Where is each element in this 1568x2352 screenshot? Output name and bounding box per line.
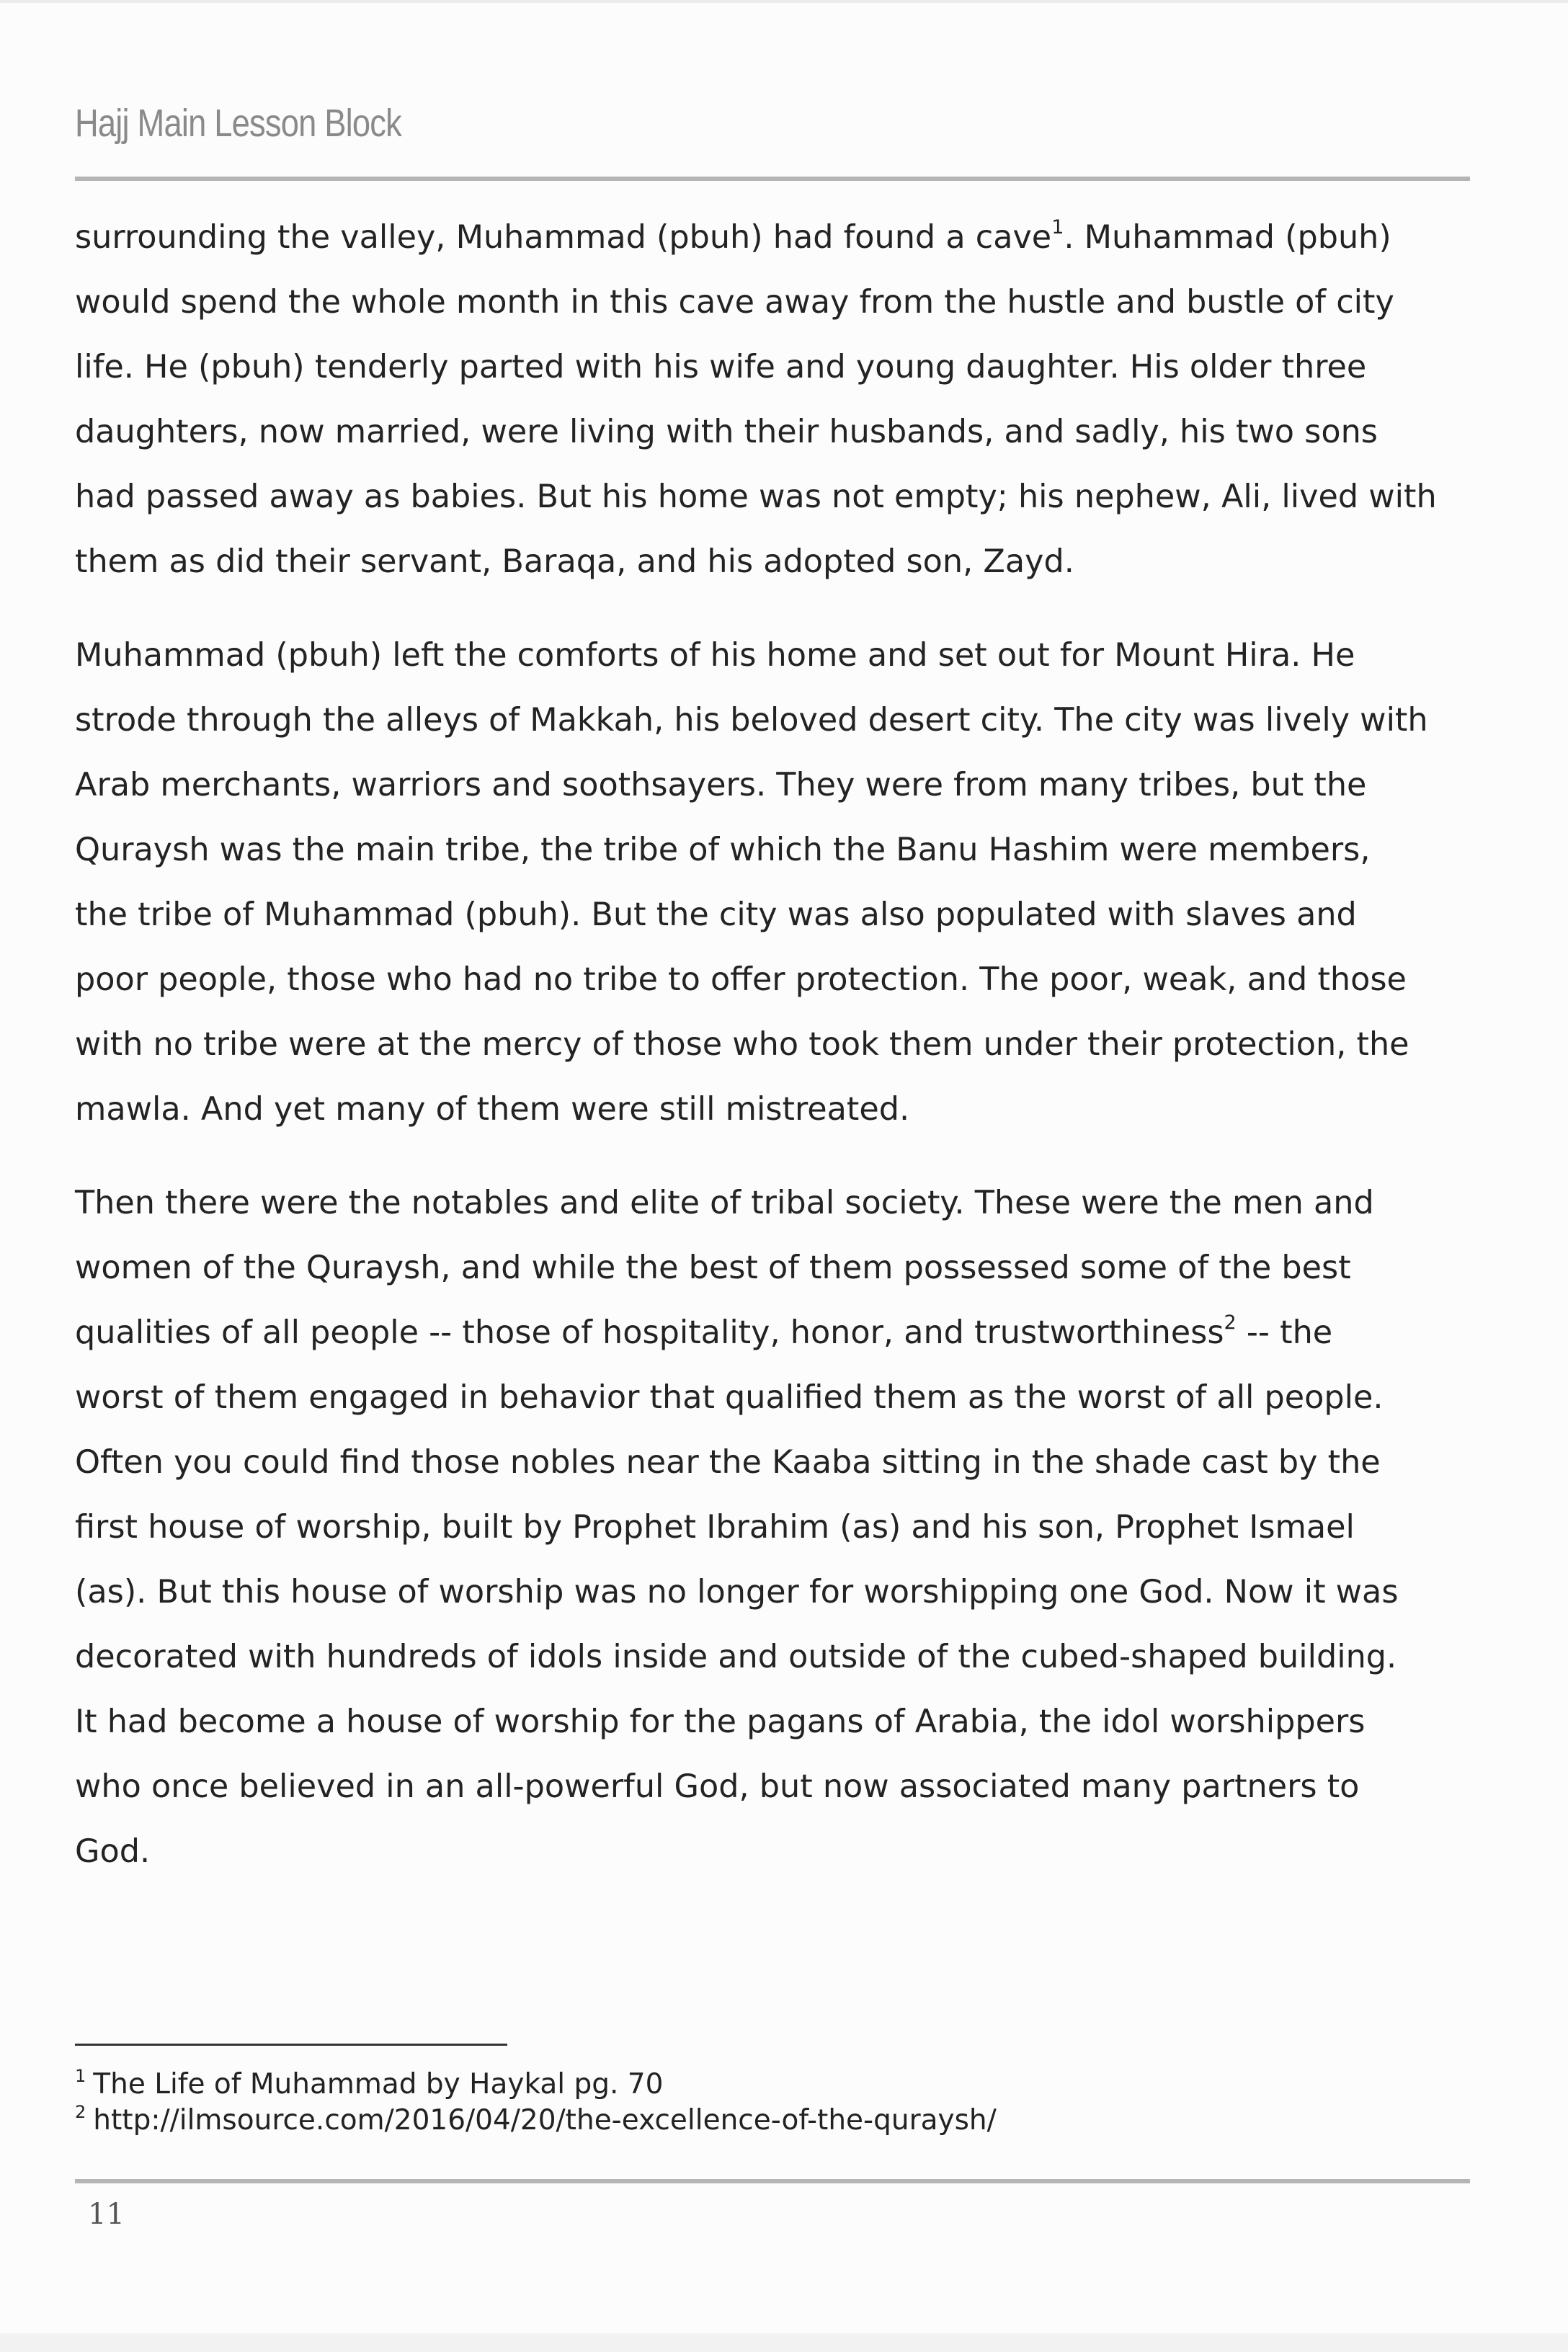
text-line: worst of them engaged in behavior that qualified them as the worst of all people.	[75, 1379, 1384, 1416]
text-run: -- the	[1236, 1314, 1333, 1351]
text-run: qualities of all people -- those of hospitality, honor, and trustworthiness	[75, 1314, 1224, 1351]
text-line: would spend the whole month in this cave away from the hustle and bustle of city	[75, 284, 1394, 321]
header-rule	[75, 177, 1470, 181]
paragraph-1	[75, 205, 1473, 594]
text-run: . Muhammad (pbuh)	[1064, 219, 1391, 256]
text-line: Arab merchants, warriors and soothsayers. They were from many tribes, but the	[75, 767, 1367, 803]
page-number: 11	[88, 2198, 125, 2231]
text-line: Often you could find those nobles near the Kaaba sitting in the shade cast by the	[75, 1444, 1381, 1481]
footnote-marker: 2	[75, 2102, 86, 2122]
text-line: them as did their servant, Baraqa, and his adopted son, Zayd.	[75, 543, 1074, 580]
footnote-reference-1[interactable]: 1	[1051, 216, 1064, 239]
text-line: with no tribe were at the mercy of those who took them under their protection, the	[75, 1026, 1409, 1063]
footnote-reference-2[interactable]: 2	[1224, 1311, 1237, 1334]
text-line	[75, 1301, 1473, 1366]
text-line: decorated with hundreds of idols inside and outside of the cubed-shaped building.	[75, 1639, 1397, 1675]
footnote-separator	[75, 2044, 507, 2046]
text-line: Muhammad (pbuh) left the comforts of his home and set out for Mount Hira. He	[75, 637, 1355, 674]
footnote-link[interactable]: http://ilmsource.com/2016/04/20/the-excellence-of-the-quraysh/	[93, 2104, 997, 2137]
text-line: Quraysh was the main tribe, the tribe of which the Banu Hashim were members,	[75, 832, 1371, 868]
top-edge	[0, 0, 1568, 3]
text-line: (as). But this house of worship was no longer for worshipping one God. Now it was	[75, 1574, 1399, 1611]
text-line: who once believed in an all-powerful God, but now associated many partners to	[75, 1768, 1360, 1805]
text-line: women of the Quraysh, and while the best of them possessed some of the best	[75, 1250, 1351, 1286]
body-text	[75, 205, 1473, 1913]
text-line	[75, 205, 1473, 270]
text-line: strode through the alleys of Makkah, his beloved desert city. The city was lively with	[75, 702, 1428, 739]
footnote-text: The Life of Muhammad by Haykal pg. 70	[93, 2068, 664, 2101]
footer-rule	[75, 2179, 1470, 2183]
paragraph-3	[75, 1171, 1473, 1884]
footnotes	[75, 2067, 1444, 2139]
text-line: life. He (pbuh) tenderly parted with his wife and young daughter. His older three	[75, 349, 1367, 386]
text-line: daughters, now married, were living with their husbands, and sadly, his two sons	[75, 414, 1378, 450]
text-line: mawla. And yet many of them were still mistreated.	[75, 1091, 910, 1128]
paragraph-2	[75, 623, 1473, 1142]
text-line: God.	[75, 1833, 151, 1870]
text-run: surrounding the valley, Muhammad (pbuh) had found a cave	[75, 219, 1052, 256]
text-line: had passed away as babies. But his home was not empty; his nephew, Ali, lived with	[75, 478, 1437, 515]
footnote-1	[75, 2067, 1444, 2103]
text-line: poor people, those who had no tribe to offer protection. The poor, weak, and those	[75, 961, 1407, 998]
running-header: Hajj Main Lesson Block	[75, 102, 401, 145]
text-line: the tribe of Muhammad (pbuh). But the city was also populated with slaves and	[75, 896, 1357, 933]
text-line: first house of worship, built by Prophet Ibrahim (as) and his son, Prophet Ismael	[75, 1509, 1355, 1546]
footnote-2	[75, 2103, 1444, 2139]
bottom-edge	[0, 2333, 1568, 2352]
text-line: Then there were the notables and elite of tribal society. These were the men and	[75, 1185, 1374, 1221]
footnote-marker: 1	[75, 2066, 86, 2086]
text-line: It had become a house of worship for the pagans of Arabia, the idol worshippers	[75, 1703, 1366, 1740]
